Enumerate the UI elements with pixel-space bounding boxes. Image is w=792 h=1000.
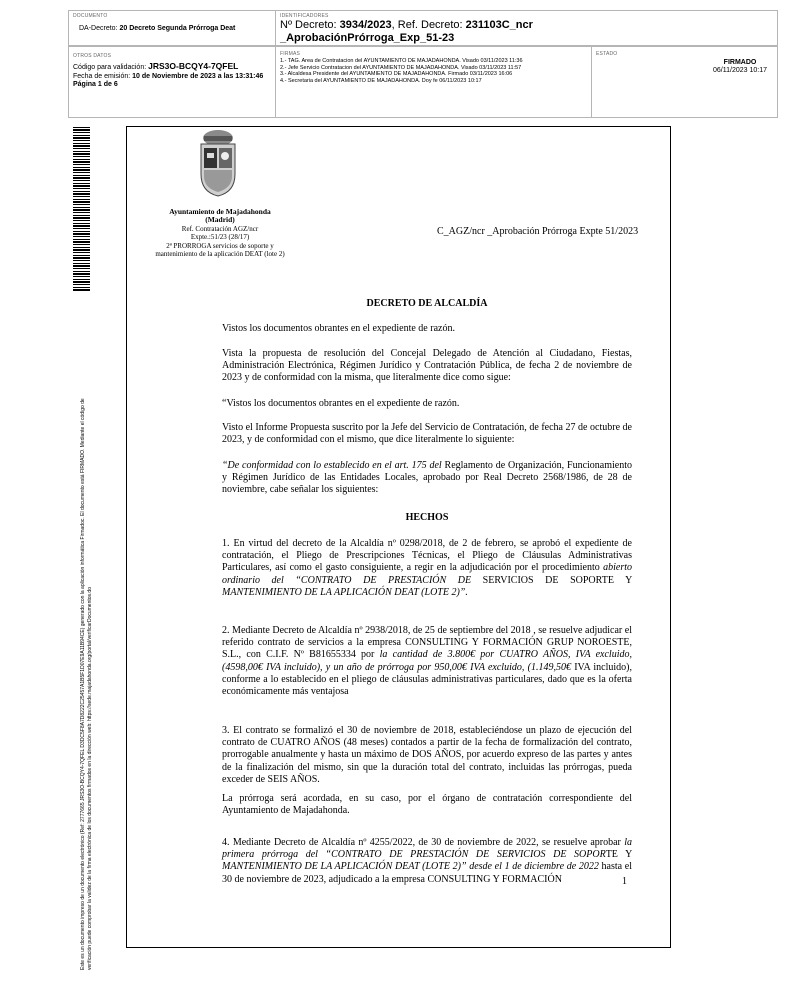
hecho-1-italic-b: MANTENIMIENTO DE LA APLICACIÓN DEAT (LOTE 2)”. xyxy=(222,586,468,598)
firma-item: 1.- TAG. Area de Contratacion del AYUNTAMIENTO DE MAJADAHONDA. Visado 03/11/2023 11:36 xyxy=(280,58,523,64)
org-expte: Expte.:51/23 (28/17) xyxy=(190,233,250,242)
hechos-heading: HECHOS xyxy=(405,512,449,523)
codigo-value: JRS3O-BCQY4-7QFEL xyxy=(148,61,239,71)
firmas-list xyxy=(280,58,523,84)
estado-date: 06/11/2023 10:17 xyxy=(713,67,767,74)
hecho-4-italic: la primera prórroga del “CONTRATO DE PRESTACIÓN DE SERVICIOS DE SOPOR xyxy=(222,837,633,861)
org-name: Ayuntamiento de Majadahonda xyxy=(169,207,271,216)
org-ref: Ref. Contratación AGZ/ncr xyxy=(181,224,259,233)
org-region: (Madrid) xyxy=(205,215,235,225)
firma-item: 3.- Alcaldesa Presidente del AYUNTAMIENTO DE MAJADAHONDA. Firmado 03/11/2023 16:06 xyxy=(280,71,513,77)
paragraph-2: Vista la propuesta de resolución del Concejal Delegado de Atención al Ciudadano, Fiestas, Administración Electrónica, Régimen Jurídico y Contratación Pública, de fecha 2 de noviembre de 2023 y de conformidad con la misma, que literalmente dice como sigue: xyxy=(222,348,632,384)
paragraph-3: “Vistos los documentos obrantes en el expediente de razón. xyxy=(222,398,460,409)
fecha-label: Fecha de emisión: xyxy=(73,72,131,80)
header-identificadores-cell xyxy=(275,10,778,46)
paragraph-5-italic: “De conformidad con lo establecido en el art. 175 del xyxy=(222,460,442,471)
paragraph-4: Visto el Informe Propuesta suscrito por la Jefe del Servicio de Contratación, de fecha 27 de octubre de 2023, y de conformidad con el mismo, que dice literalmente lo siguiente: xyxy=(222,422,632,446)
ref-value-cont: _AprobaciónPrórroga_Exp_51-23 xyxy=(280,32,455,44)
decreto-value: 3934/2023 xyxy=(339,19,392,31)
doc-reference: C_AGZ/ncr _Aprobación Prórroga Expte 51/2023 xyxy=(437,226,639,237)
hecho-1-text: 1. En virtud del decreto de la Alcaldía nº 0298/2018, de 2 de febrero, se aprobó el expediente de contratación, el Pliego de Prescripciones Técnicas, el Pliego de Cláusulas Administrativas Particulares, así como el gasto consiguiente, a regir en la adjudicación por el procedimiento xyxy=(222,538,632,574)
otros-label: OTROS DATOS xyxy=(73,53,112,59)
coat-of-arms-icon xyxy=(195,126,241,198)
identificadores-label: IDENTIFICADORES xyxy=(280,13,329,19)
firmas-label: FIRMAS xyxy=(280,51,301,57)
documento-label: DOCUMENTO xyxy=(73,13,108,19)
hecho-4-italic-b: MANTENIMIENTO DE LA APLICACIÓN DEAT (LOTE 2)” desde el 1 de diciembre de 2022 xyxy=(222,861,599,873)
hecho-4-text-c: hasta el 30 de noviembre de 2023, adjudicado a la empresa CONSULTING Y FORMACIÓN xyxy=(222,861,633,885)
documento-prefix: DA-Decreto: xyxy=(79,25,118,32)
paragraph-5-rest: Reglamento de Organización, Funcionamiento y Régimen Jurídico de las Entidades Locales, aprobado por Real Decreto 2568/1986, de 28 de noviembre, cabe señalar los siguientes: xyxy=(222,460,632,496)
firma-item: 4.- Secretaria del AYUNTAMIENTO DE MAJADAHONDA. Doy fe 06/11/2023 10:17 xyxy=(280,77,482,84)
hecho-2-italic: la cantidad de 3.800€ por CUATRO AÑOS, IVA excluido, (4598,00€ IVA incluido), y un año de prórroga por 950,00€ IVA excluido, (1.149,50€ xyxy=(222,649,632,673)
codigo-label: Código para validación: xyxy=(73,64,147,71)
documento-name: 20 Decreto Segunda Prórroga Deat xyxy=(119,25,236,32)
page-number: 1 xyxy=(622,876,627,887)
hecho-3-b: La prórroga será acordada, en su caso, por el órgano de contratación correspondiente del Ayuntamiento de Majadahonda. xyxy=(222,793,632,817)
hecho-2-text-b: IVA incluido), conforme a lo establecido en el pliego de cláusulas administrativas particulares, dado que es la oferta económicamente más ventajosa xyxy=(222,661,632,698)
hecho-2 xyxy=(222,625,632,698)
header-documento-cell xyxy=(68,10,276,46)
pagina-label: Página 1 de 6 xyxy=(73,81,118,88)
header-firmas-cell xyxy=(275,46,592,118)
org-subject-1: 2ª PRORROGA servicios de soporte y xyxy=(166,241,274,250)
hecho-1 xyxy=(222,538,632,599)
paragraph-1: Vistos los documentos obrantes en el expediente de razón. xyxy=(222,323,455,334)
hecho-4-text-b: TE Y xyxy=(605,849,632,861)
hecho-4-text: 4. Mediante Decreto de Alcaldía nº 4255/2022, de 30 de noviembre de 2022, se resuelve aprobar xyxy=(222,837,621,848)
hecho-2-text: 2. Mediante Decreto de Alcaldía nº 2938/2018, de 25 de septiembre del 2018 , se resuelve adjudicar el referido contrato de servicios a la empresa CONSULTING Y FORMACIÓN GRUP NOROESTE, S.L., con C.I.F. Nº B81655334 por xyxy=(222,625,632,661)
header-estado-cell xyxy=(591,46,778,118)
decreto-label: Nº Decreto: xyxy=(280,19,337,31)
ref-label: , Ref. Decreto: xyxy=(391,19,463,31)
paragraph-5 xyxy=(222,460,632,497)
estado-value: FIRMADO xyxy=(723,59,757,66)
hecho-1-italic: abierto ordinario del “CONTRATO DE PRESTACIÓN DE xyxy=(222,562,633,586)
org-subject-2: mantenimiento de la aplicación DEAT (lote 2) xyxy=(155,250,285,259)
side-verification-text-2: verificación puede comprobar la validez de la firma electrónica de los documentos firmados en la dirección web: https://sede.majadahonda.org/portal/verificarDocumentos.do xyxy=(87,587,93,970)
header-otros-cell xyxy=(68,46,276,118)
hecho-1-text-b: SERVICIOS DE SOPORTE Y xyxy=(471,574,632,586)
barcode xyxy=(73,127,90,292)
firma-item: 2.- Jefe Servicio Contratacion del AYUNTAMIENTO DE MAJADAHONDA. Visado 03/11/2023 11:57 xyxy=(280,64,522,71)
side-verification-text-1: Este es un documento impreso de un documento electrónico (Ref: 2777665 JRS3O-BCQY4-7QFEL D3DC5F8A7D8222C25457A1B5F1D07E9A11B94CE) generado con la aplicación informática Firmadoc. El documento está FIRMADO. Mediante el código de xyxy=(80,398,86,970)
estado-label: ESTADO xyxy=(596,51,618,57)
hecho-4 xyxy=(222,837,632,886)
decree-title: DECRETO DE ALCALDÍA xyxy=(366,298,488,309)
decreto-number xyxy=(280,19,533,45)
hecho-3: 3. El contrato se formalizó el 30 de noviembre de 2018, estableciéndose un plazo de ejecución del contrato de CUATRO AÑOS (48 meses) contados a partir de la fecha de formalización del contrato, prorrogable anualmente y hasta un máximo de DOS AÑOS, por acuerdo expreso de las partes y antes de la finalización del mismo, sin que la duración total del contrato, incluidas las prórrogas, pueda exceder de SEIS AÑOS. xyxy=(222,725,632,785)
ref-value: 231103C_ncr xyxy=(465,19,533,31)
org-block xyxy=(140,208,300,258)
fecha-value: 10 de Noviembre de 2023 a las 13:31:46 xyxy=(132,72,264,80)
documento-value xyxy=(79,25,235,32)
